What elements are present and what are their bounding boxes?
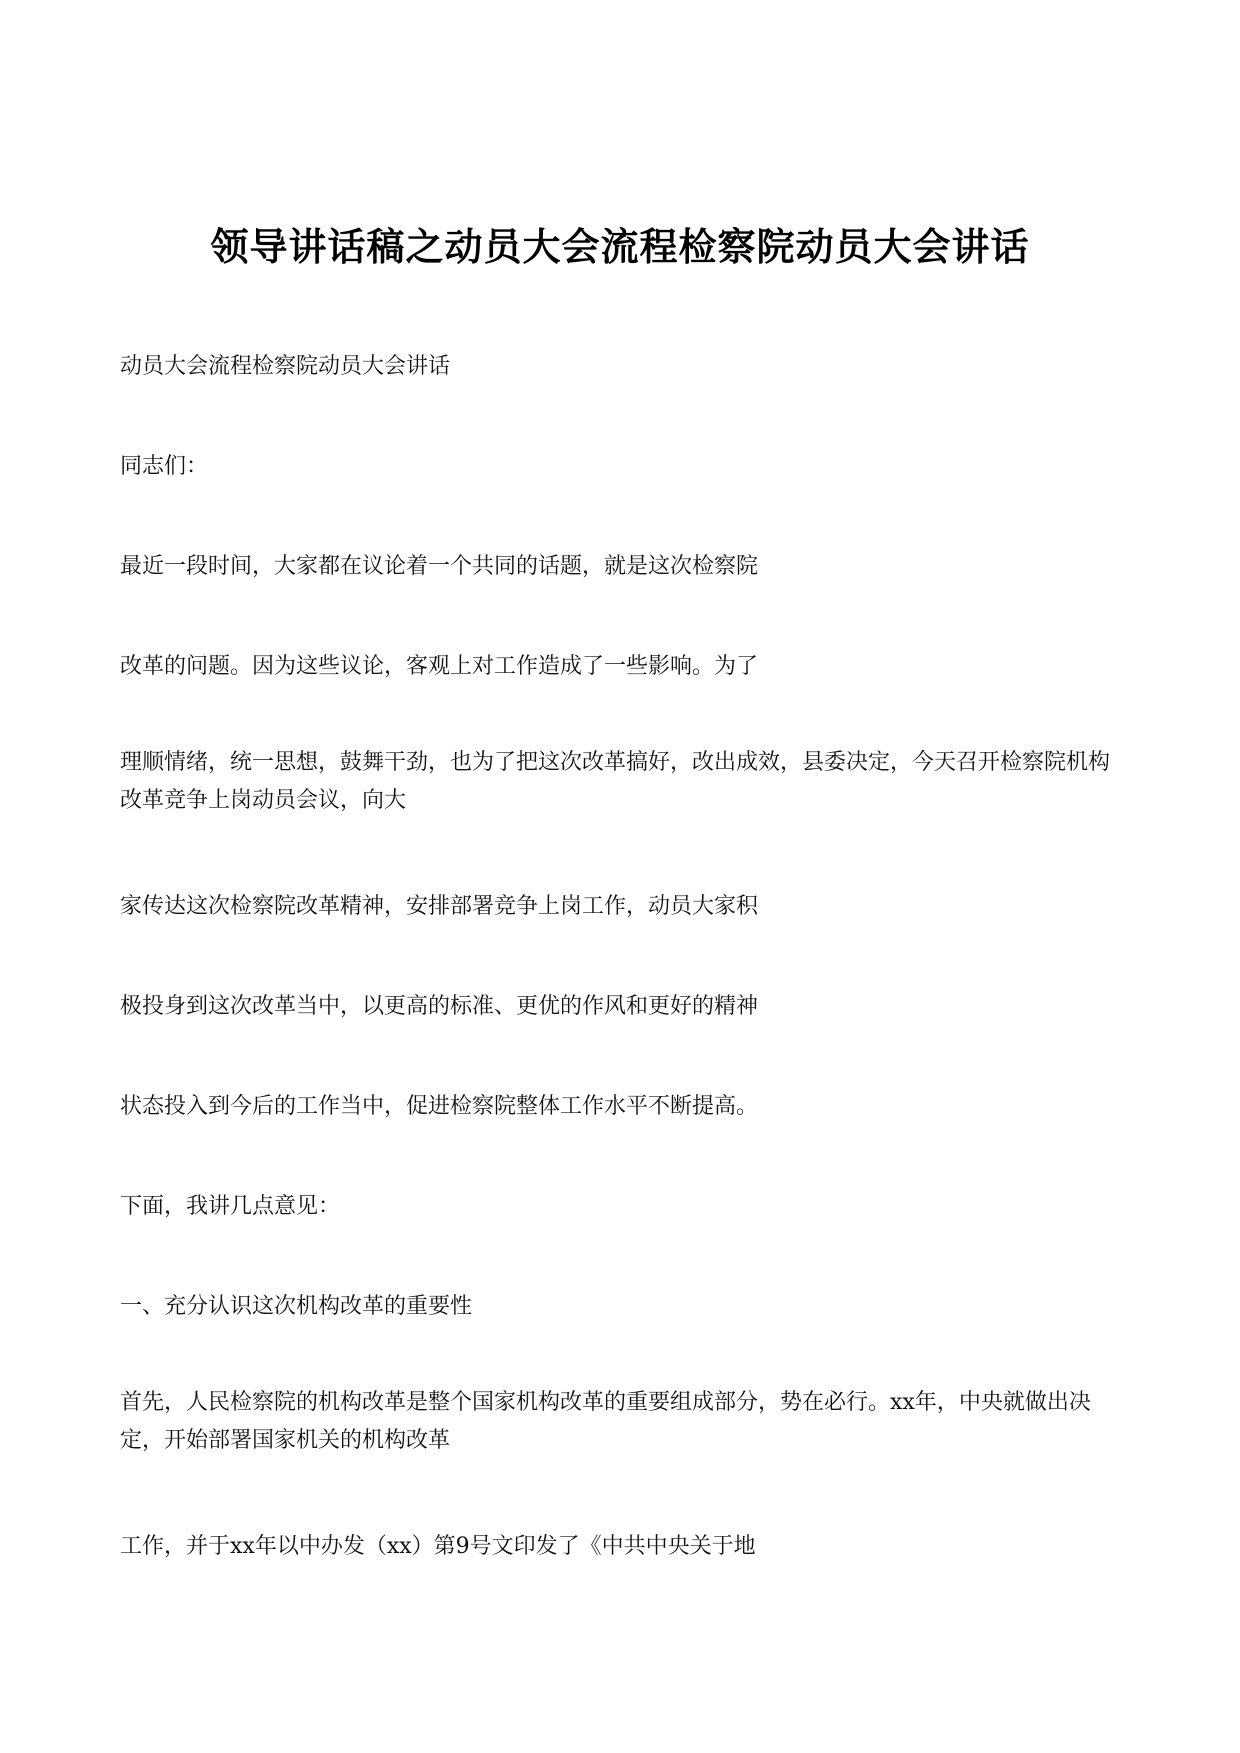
body-line: 极投身到这次改革当中，以更高的标准、更优的作风和更好的精神 [120,994,759,1019]
salutation-line: 同志们： [120,454,209,479]
body-paragraph: 首先，人民检察院的机构改革是整个国家机构改革的重要组成部分，势在必行。xx年，中央就做出决定，开始部署国家机关的机构改革 [120,1390,1091,1453]
body-paragraph: 理顺情绪，统一思想，鼓舞干劲，也为了把这次改革搞好，改出成效，县委决定，今天召开检察院机构改革竞争上岗动员会议，向大 [120,750,1111,813]
document-title: 领导讲话稿之动员大会流程检察院动员大会讲话 [210,224,1030,269]
body-line: 状态投入到今后的工作当中，促进检察院整体工作水平不断提高。 [120,1094,759,1119]
body-line: 家传达这次检察院改革精神，安排部署竞争上岗工作，动员大家积 [120,894,759,919]
body-line: 改革的问题。因为这些议论，客观上对工作造成了一些影响。为了 [120,654,759,679]
section-heading: 一、充分认识这次机构改革的重要性 [120,1294,473,1319]
body-line: 最近一段时间，大家都在议论着一个共同的话题，就是这次检察院 [120,554,759,579]
body-line: 下面，我讲几点意见： [120,1194,341,1219]
subtitle-line: 动员大会流程检察院动员大会讲话 [120,354,451,379]
body-line: 工作，并于xx年以中办发（xx）第9号文印发了《中共中央关于地 [120,1534,756,1559]
